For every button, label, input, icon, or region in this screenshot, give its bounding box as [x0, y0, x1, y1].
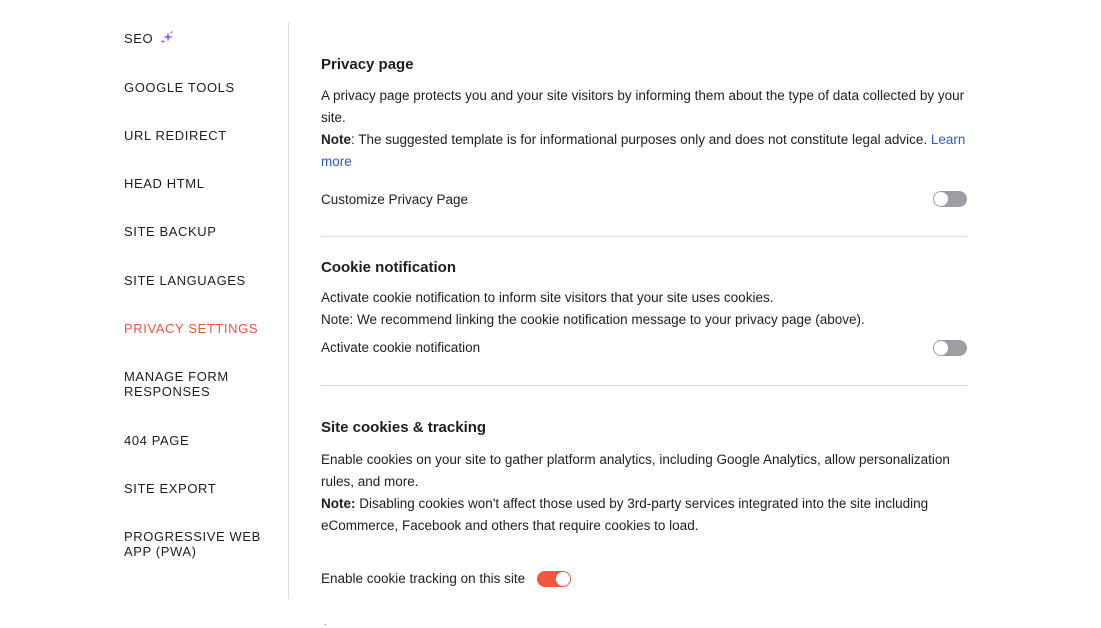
sidebar-item-label: GOOGLE TOOLS	[124, 80, 235, 95]
privacy-page-description	[321, 85, 967, 173]
enable-cookie-tracking-label: Enable cookie tracking on this site	[321, 571, 526, 586]
section-divider	[321, 236, 967, 237]
sidebar-item-label: PRIVACY SETTINGS	[124, 321, 259, 336]
sidebar-item-label: SITE LANGUAGES	[124, 273, 246, 288]
enable-cookie-tracking-toggle[interactable]	[537, 571, 571, 587]
sidebar-item-label-line1: PROGRESSIVE WEB	[124, 529, 261, 544]
cookie-notification-line1: Activate cookie notification to inform site visitors that your site uses cookies.	[321, 290, 774, 305]
sidebar-item-manage-form-responses[interactable]	[124, 369, 274, 399]
sidebar-item-google-tools[interactable]	[124, 80, 274, 95]
sidebar-item-pwa[interactable]	[124, 529, 274, 559]
sidebar-item-label-line2: RESPONSES	[124, 384, 211, 399]
sidebar-item-privacy-settings[interactable]	[124, 321, 274, 336]
toggle-knob	[556, 572, 570, 586]
cookie-notification-line2: Note: We recommend linking the cookie notification message to your privacy page (above).	[321, 312, 865, 327]
customize-privacy-page-label: Customize Privacy Page	[321, 192, 469, 207]
sidebar-item-label: SITE BACKUP	[124, 224, 217, 239]
sidebar-item-label-line1: MANAGE FORM	[124, 369, 229, 384]
sidebar-item-label-line2: APP (PWA)	[124, 544, 197, 559]
activate-cookie-notification-toggle[interactable]	[933, 340, 967, 356]
toggle-knob	[934, 341, 948, 355]
customize-privacy-page-toggle[interactable]	[933, 191, 967, 207]
sidebar-item-label: SEO	[124, 30, 154, 46]
privacy-page-note-label: Note	[321, 132, 351, 147]
sidebar-item-head-html[interactable]	[124, 176, 274, 191]
privacy-page-note-text: : The suggested template is for informational purposes only and does not constitute legal advice.	[351, 132, 931, 147]
site-cookies-description-text: Enable cookies on your site to gather platform analytics, including Google Analytics, allow personalization rules, and more.	[321, 452, 950, 489]
sidebar-item-site-export[interactable]	[124, 481, 274, 496]
privacy-page-title: Privacy page	[321, 56, 414, 73]
sidebar-item-label: URL REDIRECT	[124, 128, 227, 143]
sidebar-item-label: 404 PAGE	[124, 433, 190, 448]
sidebar-item-url-redirect[interactable]	[124, 128, 274, 143]
cookie-notification-title: Cookie notification	[321, 259, 456, 276]
sidebar-item-404-page[interactable]	[124, 433, 274, 448]
site-cookies-note-label: Note:	[321, 496, 356, 511]
toggle-knob	[934, 192, 948, 206]
sparkle-icon	[159, 30, 175, 46]
site-cookies-title: Site cookies & tracking	[321, 419, 487, 436]
learn-more-link[interactable]: Learn more	[321, 132, 966, 169]
decorative-dot	[325, 624, 326, 625]
site-cookies-description	[321, 449, 967, 537]
site-cookies-note-text: Disabling cookies won't affect those used by 3rd-party services integrated into the site including eCommerce, Facebook and others that require cookies to load.	[321, 496, 929, 533]
sidebar-item-site-backup[interactable]	[124, 224, 274, 239]
cookie-notification-description	[321, 287, 967, 331]
sidebar-item-site-languages[interactable]	[124, 273, 274, 288]
sidebar-divider	[288, 22, 289, 599]
sidebar-item-label: HEAD HTML	[124, 176, 205, 191]
privacy-page-description-text: A privacy page protects you and your site visitors by informing them about the type of data collected by your site.	[321, 88, 965, 125]
sidebar-item-label: SITE EXPORT	[124, 481, 217, 496]
activate-cookie-notification-label: Activate cookie notification	[321, 340, 481, 355]
section-divider	[321, 385, 967, 386]
sidebar-item-seo[interactable]	[124, 30, 274, 46]
